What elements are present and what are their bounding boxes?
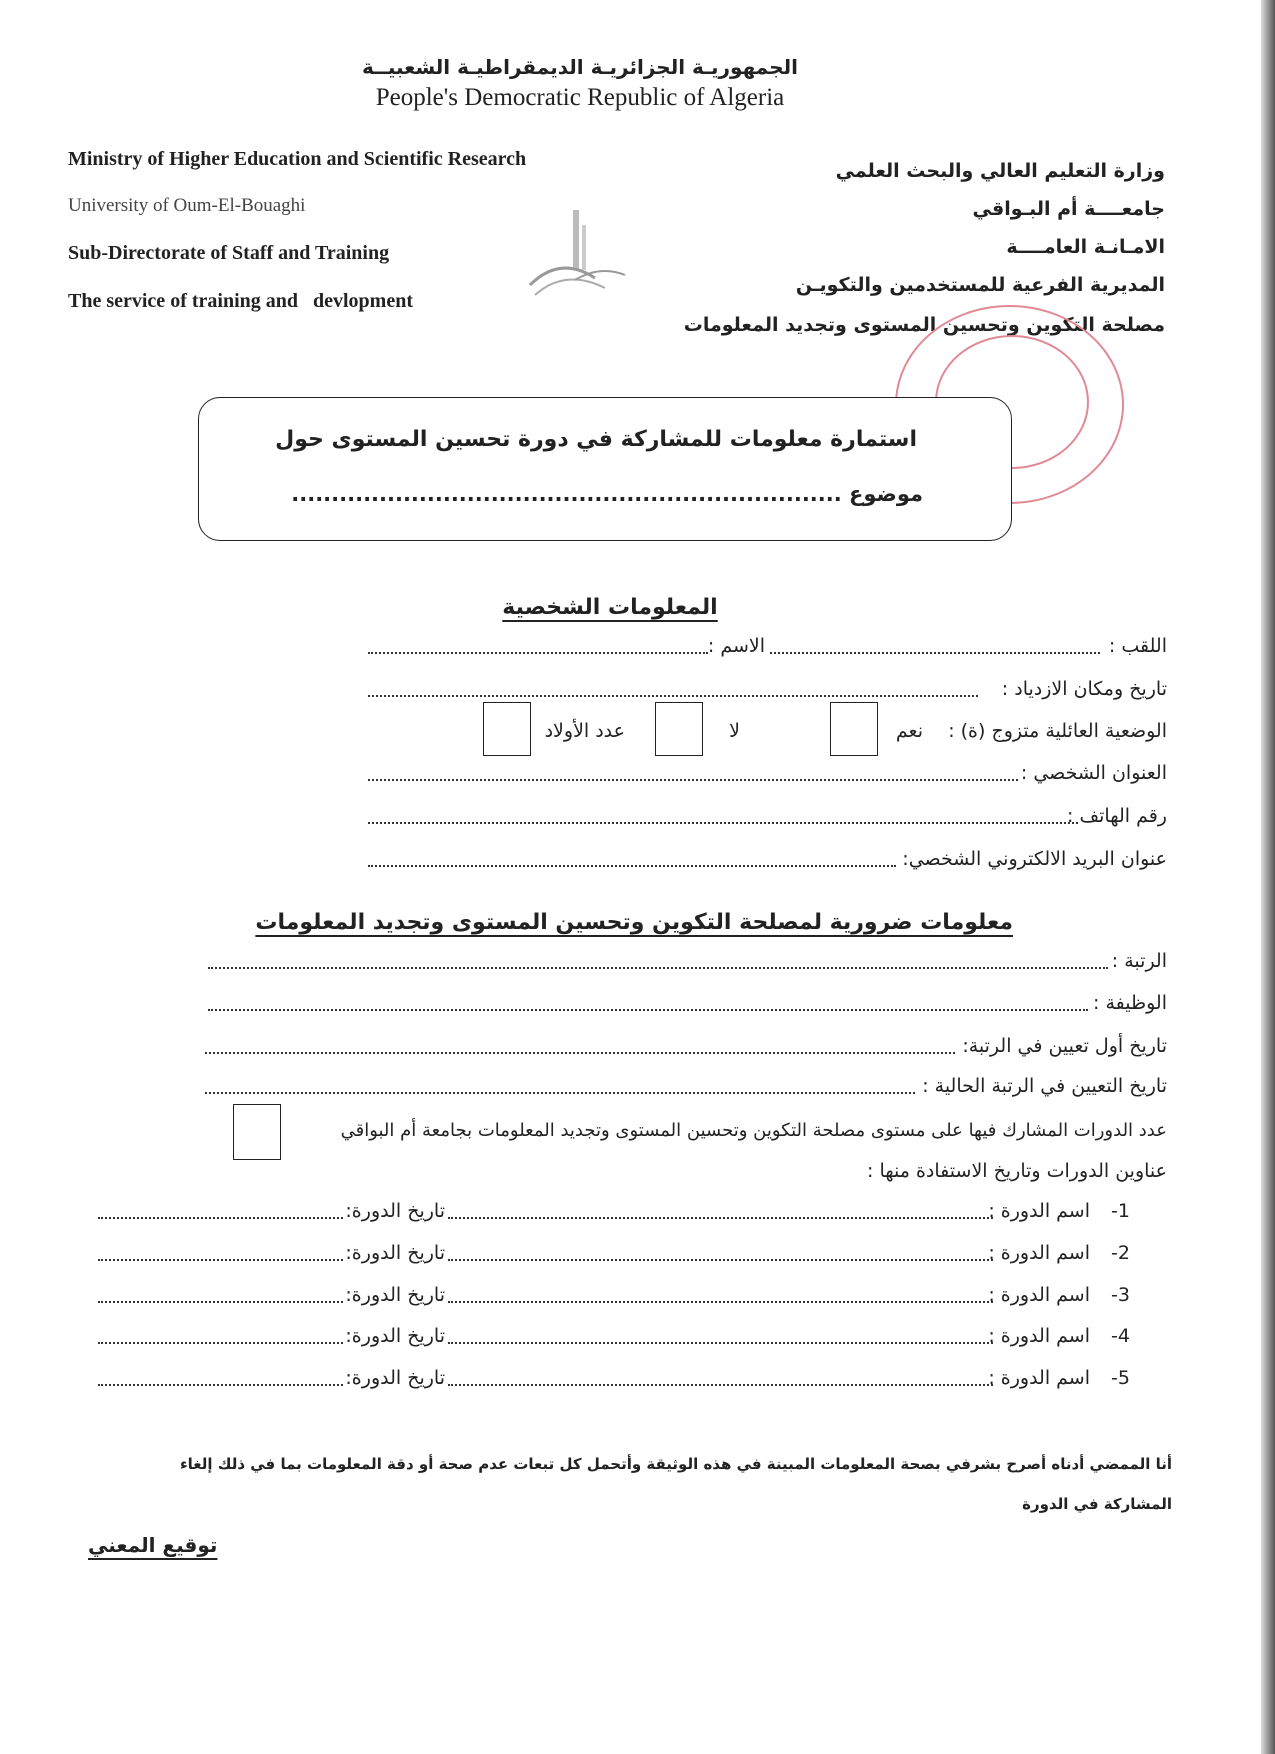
phone-field[interactable]: [368, 821, 1078, 824]
course-date-field[interactable]: [98, 1383, 343, 1386]
rank-field[interactable]: [208, 966, 1108, 969]
ministry-en: Ministry of Higher Education and Scientific Research: [68, 148, 527, 170]
subdirectorate-ar: المديرية الفرعية للمستخدمين والتكويـن: [795, 274, 1165, 296]
phone-label: رقم الهاتف :: [1067, 805, 1167, 827]
form-title-line2: موضوع .....................................................................: [291, 482, 923, 506]
rank-label: الرتبة :: [1111, 950, 1167, 972]
courses-count-label: عدد الدورات المشارك فيها على مستوى مصلحة التكوين وتحسين المستوى وتجديد المعلومات بجامعة أم البواقي: [340, 1120, 1167, 1141]
service-en: The service of training and devlopment: [68, 290, 413, 312]
birth-field[interactable]: [368, 694, 978, 697]
job-label: الوظيفة :: [1093, 992, 1167, 1014]
declaration-line2: المشاركة في الدورة: [1022, 1495, 1172, 1513]
course-date-label: تاريخ الدورة:: [345, 1242, 445, 1264]
email-label: عنوان البريد الالكتروني الشخصي:: [902, 848, 1167, 870]
birth-label: تاريخ ومكان الازدياد :: [1001, 678, 1167, 700]
course-date-label: تاريخ الدورة:: [345, 1200, 445, 1222]
married-yes-label: نعم: [895, 720, 923, 742]
first-appointment-field[interactable]: [205, 1051, 955, 1054]
declaration-line1: أنا الممضي أدناه أصرح بشرفي بصحة المعلومات المبينة في هذه الوثيقة وأتحمل كل تبعات عدم صحة أو دقة المعلومات بما في ذلك إلغاء: [179, 1455, 1172, 1473]
scan-edge: [1261, 0, 1275, 1754]
course-number: 4-: [1111, 1325, 1130, 1347]
current-appointment-label: تاريخ التعيين في الرتبة الحالية :: [922, 1075, 1167, 1097]
form-title-box: [198, 397, 1012, 541]
course-date-field[interactable]: [98, 1341, 343, 1344]
secretariat-ar: الامـانـة العامــــة: [1006, 236, 1165, 258]
course-name-label: اسم الدورة :: [988, 1325, 1090, 1347]
job-field[interactable]: [208, 1008, 1088, 1011]
course-name-field[interactable]: [448, 1216, 993, 1219]
service-info-heading: معلومات ضرورية لمصلحة التكوين وتحسين المستوى وتجديد المعلومات: [255, 910, 1013, 935]
current-appointment-field[interactable]: [205, 1091, 915, 1094]
course-name-label: اسم الدورة :: [988, 1284, 1090, 1306]
first-name-field[interactable]: [368, 651, 708, 654]
course-date-field[interactable]: [98, 1300, 343, 1303]
course-name-field[interactable]: [448, 1341, 993, 1344]
married-yes-checkbox[interactable]: [830, 702, 878, 756]
courses-count-box[interactable]: [233, 1104, 281, 1160]
course-name-label: اسم الدورة :: [988, 1367, 1090, 1389]
course-row: [0, 1200, 1275, 1230]
subdirectorate-en: Sub-Directorate of Staff and Training: [68, 242, 390, 264]
course-number: 1-: [1111, 1200, 1130, 1222]
course-number: 3-: [1111, 1284, 1130, 1306]
personal-info-heading: المعلومات الشخصية: [502, 595, 718, 620]
university-ar: جامعــــة أم البـواقي: [972, 198, 1165, 220]
children-count-box[interactable]: [483, 702, 531, 756]
course-row: [0, 1367, 1275, 1397]
address-field[interactable]: [368, 778, 1018, 781]
republic-title-en: People's Democratic Republic of Algeria: [375, 84, 785, 111]
first-appointment-label: تاريخ أول تعيين في الرتبة:: [962, 1035, 1167, 1057]
address-label: العنوان الشخصي :: [1020, 762, 1167, 784]
marital-label: الوضعية العائلية متزوج (ة) :: [948, 720, 1167, 742]
course-date-label: تاريخ الدورة:: [345, 1325, 445, 1347]
surname-field[interactable]: [770, 651, 1100, 654]
course-number: 5-: [1111, 1367, 1130, 1389]
course-number: 2-: [1111, 1242, 1130, 1264]
course-date-field[interactable]: [98, 1216, 343, 1219]
children-label: عدد الأولاد: [544, 720, 625, 742]
course-row: [0, 1284, 1275, 1314]
course-name-field[interactable]: [448, 1383, 993, 1386]
married-no-label: لا: [729, 720, 740, 742]
service-ar: مصلحة التكوين وتحسين المستوى وتجديد المعلومات: [683, 314, 1165, 336]
ministry-ar: وزارة التعليم العالي والبحث العلمي: [835, 160, 1165, 182]
course-date-label: تاريخ الدورة:: [345, 1367, 445, 1389]
signature-label: توقيع المعني: [88, 1533, 218, 1557]
course-name-field[interactable]: [448, 1300, 993, 1303]
university-logo: [520, 200, 630, 310]
form-title-line1: استمارة معلومات للمشاركة في دورة تحسين المستوى حول: [275, 427, 917, 452]
course-date-label: تاريخ الدورة:: [345, 1284, 445, 1306]
course-date-field[interactable]: [98, 1258, 343, 1261]
course-name-label: اسم الدورة :: [988, 1242, 1090, 1264]
email-field[interactable]: [368, 864, 896, 867]
course-row: [0, 1242, 1275, 1272]
married-no-checkbox[interactable]: [655, 702, 703, 756]
course-row: [0, 1325, 1275, 1355]
surname-label: اللقب :: [1108, 635, 1167, 657]
republic-title-ar: الجمهوريـة الجزائريـة الديمقراطيـة الشعبيــة: [362, 55, 798, 79]
course-name-label: اسم الدورة :: [988, 1200, 1090, 1222]
first-name-label: الاسم :: [707, 635, 765, 657]
course-name-field[interactable]: [448, 1258, 993, 1261]
courses-titles-label: عناوين الدورات وتاريخ الاستفادة منها :: [867, 1160, 1167, 1182]
university-en: University of Oum-El-Bouaghi: [68, 195, 306, 216]
